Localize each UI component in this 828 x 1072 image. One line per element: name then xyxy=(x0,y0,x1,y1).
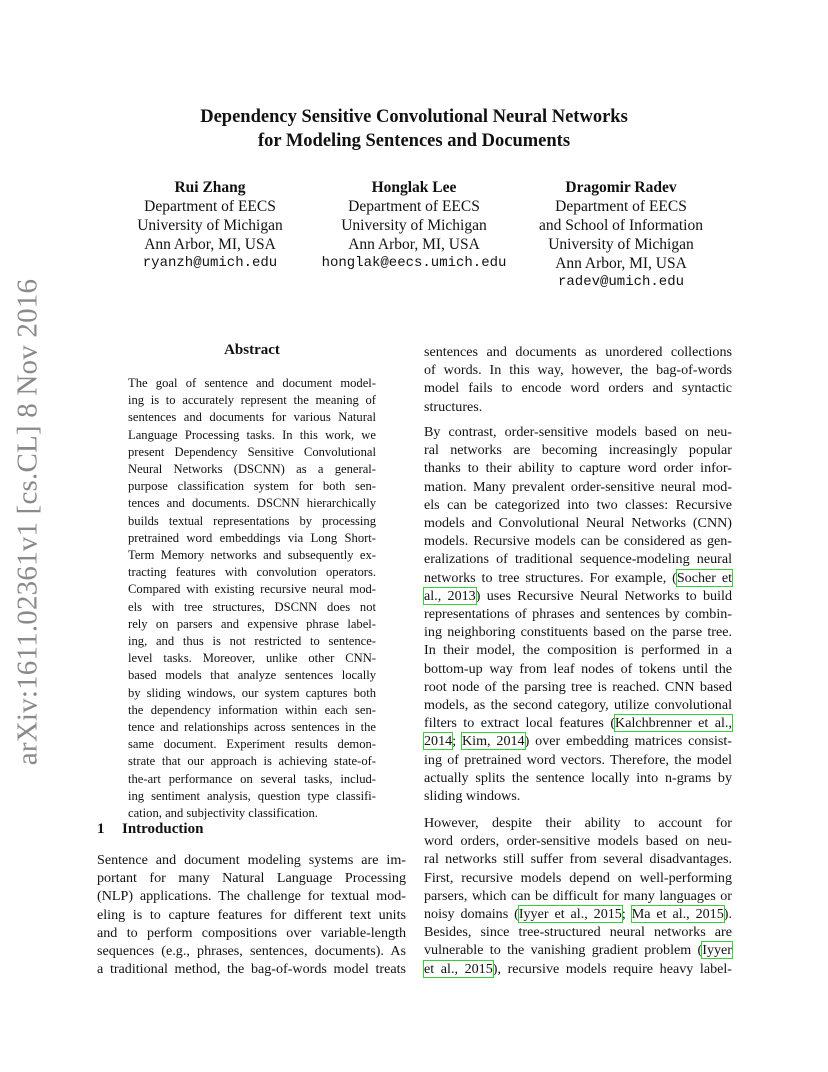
body-line: model fails to encode word orders and syntactic xyxy=(424,380,732,397)
body-line: ral networks still suffer from several disadvantages. xyxy=(424,851,732,868)
abstract-heading: Abstract xyxy=(224,342,280,358)
abstract-line: strate that our approach is achieving state-of- xyxy=(128,754,376,769)
body-line: Besides, since tree-structured neural networks are xyxy=(424,924,732,941)
body-line: Sentence and document modeling systems are im- xyxy=(97,852,406,868)
body-line: structures. xyxy=(424,398,483,415)
abstract-line: Language Processing tasks. In this work, we xyxy=(128,427,376,442)
citation-link-socher[interactable]: al., 2013 xyxy=(424,587,476,604)
author-name: Dragomir Radev xyxy=(565,179,677,196)
body-line: eling is to capture features for different text units xyxy=(97,906,406,923)
abstract-line: tracting features with convolution operators. xyxy=(128,565,376,580)
abstract-line: based models that analyze sentences locally xyxy=(128,668,376,683)
abstract-line: ing, and thus is not restricted to sentence- xyxy=(128,634,376,649)
citation-link-iyyer[interactable]: Iyyer et al., 2015 xyxy=(518,906,622,923)
body-line xyxy=(424,569,732,587)
body-line: models, as the second category, utilize convolutional xyxy=(424,697,732,714)
body-line: a traditional method, the bag-of-words model treats xyxy=(97,961,406,978)
line-text: vulnerable to the vanishing gradient problem ( xyxy=(424,942,703,959)
citation-link-ma[interactable]: Ma et al., 2015 xyxy=(631,906,724,923)
citation-link-kalchbrenner[interactable]: 2014 xyxy=(424,733,453,750)
body-line: ing neighboring constituents based on the parse tree. xyxy=(424,624,732,641)
section-number: 1 xyxy=(97,821,105,837)
line-text: ; xyxy=(452,733,462,750)
line-text: ; xyxy=(621,906,632,923)
citation-link-iyyer[interactable]: et al., 2015 xyxy=(424,960,493,977)
arxiv-identifier: arXiv:1611.02361v1 [cs.CL] 8 Nov 2016 xyxy=(11,278,44,766)
citation-link-kalchbrenner[interactable]: Kalchbrenner et al., xyxy=(615,715,732,732)
body-paragraph xyxy=(424,423,732,805)
line-text: ). xyxy=(723,906,732,923)
line-text: ) over embedding matrices consist- xyxy=(524,733,732,750)
body-line: bottom-up way from leaf nodes of tokens until the xyxy=(424,660,732,677)
section-title: Introduction xyxy=(122,821,204,837)
body-line: models. Recursive models can be considered as gen- xyxy=(424,533,732,550)
abstract-line: The goal of sentence and document model- xyxy=(128,376,376,390)
author-affiliation: Ann Arbor, MI, USA xyxy=(348,236,480,253)
author-affiliation: University of Michigan xyxy=(548,236,694,253)
intro-paragraph xyxy=(97,851,406,978)
abstract-line: present Dependency Sensitive Convolutional xyxy=(128,444,376,459)
line-text: filters to extract local features ( xyxy=(424,715,616,732)
body-line: models and Convolutional Neural Networks (CNN) xyxy=(424,515,732,532)
abstract-line: purpose classification system for both sen- xyxy=(128,479,376,494)
author-affiliation: Department of EECS xyxy=(348,198,480,215)
abstract-line: cation, and subjectivity classification. xyxy=(128,806,318,821)
abstract-text xyxy=(128,375,376,822)
body-line: eralizations of traditional sequence-modeling neural xyxy=(424,551,732,568)
body-line: By contrast, order-sensitive models based on neu- xyxy=(424,424,732,440)
author-block-1 xyxy=(128,178,292,273)
body-line: sequences (e.g., phrases, sentences, documents). As xyxy=(97,943,406,960)
author-name: Honglak Lee xyxy=(371,179,457,196)
author-affiliation: University of Michigan xyxy=(341,217,487,234)
abstract-line: pretrained word embeddings via Long Short- xyxy=(128,530,376,545)
body-paragraph xyxy=(424,343,732,416)
arxiv-watermark xyxy=(0,278,56,766)
citation-link-iyyer[interactable]: Iyyer xyxy=(702,942,732,959)
body-line xyxy=(424,714,732,732)
body-paragraph xyxy=(424,814,732,978)
body-line: thanks to their ability to capture word order infor- xyxy=(424,460,732,477)
body-line: ral networks are becoming increasingly popular xyxy=(424,442,732,459)
abstract-line: els with tree structures, DSCNN does not xyxy=(128,599,376,614)
author-affiliation: Ann Arbor, MI, USA xyxy=(555,255,687,272)
title-line-1: Dependency Sensitive Convolutional Neural Networks xyxy=(200,107,628,127)
abstract-line: tence and relationships across sentences in the xyxy=(128,720,376,735)
title-line-2: for Modeling Sentences and Documents xyxy=(257,131,571,151)
body-line: sliding windows. xyxy=(424,788,521,805)
abstract-line: the-art performance on several tasks, includ- xyxy=(128,771,376,786)
body-line: First, recursive models depend on well-performing xyxy=(424,869,732,886)
body-line: sentences and documents as unordered collections xyxy=(424,344,732,360)
abstract-line: the dependency information within each sen- xyxy=(128,702,376,717)
abstract-line: builds textual representations by processing xyxy=(128,513,376,528)
body-line: parsers, which can be difficult for many languages or xyxy=(424,887,732,904)
body-line: mation. Many prevalent order-sensitive neural mod- xyxy=(424,478,732,495)
line-text: noisy domains ( xyxy=(424,906,519,923)
author-affiliation: Ann Arbor, MI, USA xyxy=(144,236,276,253)
body-line: actually splits the sentence locally into n-grams by xyxy=(424,769,732,786)
author-affiliation: and School of Information xyxy=(538,217,703,234)
abstract-line: same document. Experiment results demon- xyxy=(128,737,376,752)
body-line: ing of pretrained word vectors. Therefore, the model xyxy=(424,751,732,768)
abstract-line: by sliding windows, our system captures both xyxy=(128,685,376,700)
section-heading-introduction xyxy=(97,821,203,838)
body-line xyxy=(424,960,732,978)
author-email: radev@umich.edu xyxy=(557,274,685,290)
abstract-line: ing sentiment analysis, question type classifi- xyxy=(128,788,376,803)
body-line: els can be categorized into two classes: Recursive xyxy=(424,496,732,513)
abstract-line: rely on parsers and expensive phrase label- xyxy=(128,616,376,631)
body-line: However, despite their ability to account for xyxy=(424,815,732,831)
body-line xyxy=(424,941,732,959)
author-email: ryanzh@umich.edu xyxy=(142,255,278,271)
abstract-line: Term Memory networks and subsequently ex- xyxy=(128,548,376,563)
line-text: networks to tree structures. For example, ( xyxy=(424,569,677,586)
paper-title xyxy=(150,105,678,153)
body-line: word orders, order-sensitive models based on neu- xyxy=(424,833,732,850)
abstract-line: Compared with existing recursive neural mod- xyxy=(128,582,376,597)
author-block-3 xyxy=(530,178,712,292)
body-line: portant for many Natural Language Processing xyxy=(97,870,406,887)
author-affiliation: Department of EECS xyxy=(555,198,687,215)
author-affiliation: University of Michigan xyxy=(137,217,283,234)
author-block-2 xyxy=(304,178,524,273)
body-line: of words. In this way, however, the bag-of-words xyxy=(424,362,732,379)
abstract-line: tences and documents. DSCNN hierarchically xyxy=(128,496,376,511)
body-line: root node of the parsing tree is reached. CNN based xyxy=(424,678,732,695)
abstract-line: ing is to accurately represent the meaning of xyxy=(128,393,376,408)
citation-link-socher[interactable]: Socher et xyxy=(676,569,732,586)
body-line xyxy=(424,587,732,605)
body-line: representations of phrases and sentences by combin- xyxy=(424,606,732,623)
line-text: ), recursive models require heavy label- xyxy=(492,960,732,977)
body-line xyxy=(424,732,732,750)
abstract-line: sentences and documents for various Natural xyxy=(128,410,376,425)
citation-link-kim[interactable]: Kim, 2014 xyxy=(461,733,525,750)
abstract-line: Neural Networks (DSCNN) as a general- xyxy=(128,462,376,477)
body-line: (NLP) applications. The challenge for textual mod- xyxy=(97,888,406,905)
line-text: ) uses Recursive Neural Networks to build xyxy=(475,587,732,604)
author-email: honglak@eecs.umich.edu xyxy=(321,255,507,271)
body-line xyxy=(424,905,732,923)
body-line: and to perform compositions over variable-length xyxy=(97,924,406,941)
author-affiliation: Department of EECS xyxy=(144,198,276,215)
author-name: Rui Zhang xyxy=(174,179,246,196)
body-line: In their model, the composition is performed in a xyxy=(424,642,732,659)
abstract-line: level tasks. Moreover, unlike other CNN- xyxy=(128,651,376,666)
